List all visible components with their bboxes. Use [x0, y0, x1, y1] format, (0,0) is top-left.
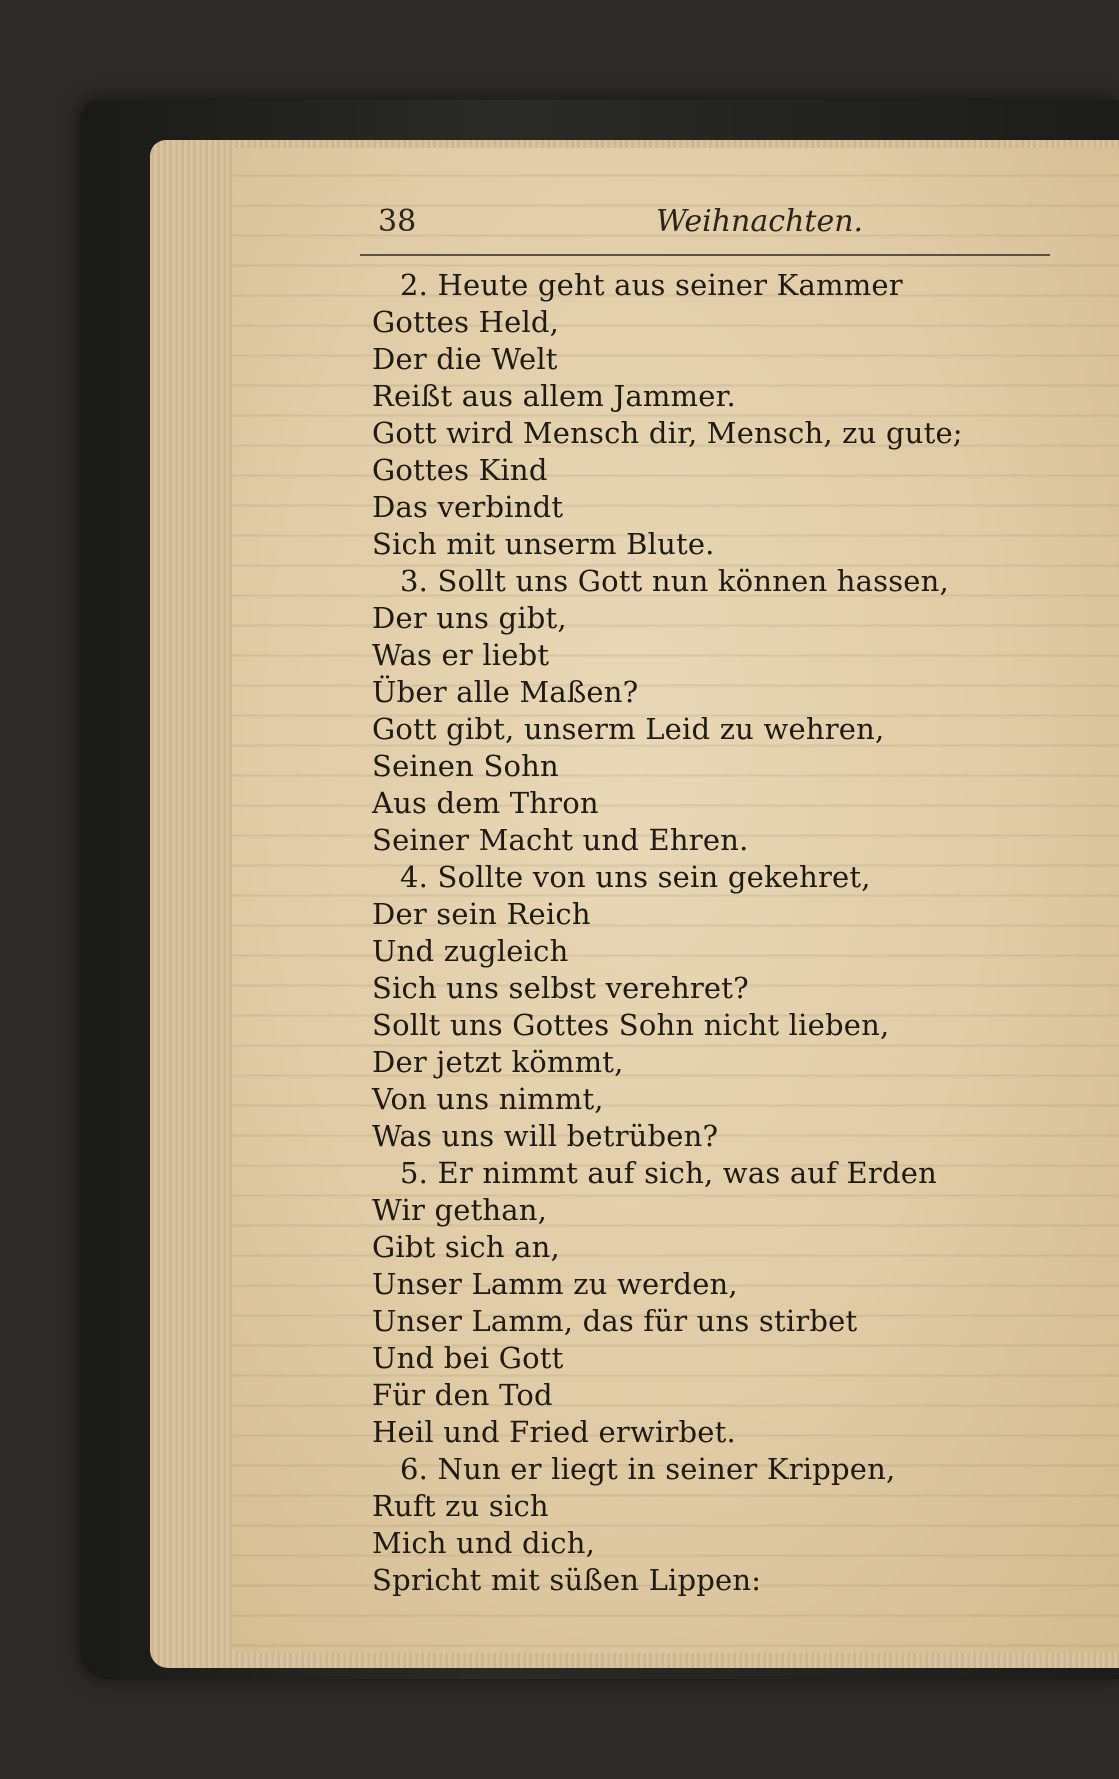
verse-line: Sich uns selbst verehret? [372, 971, 749, 1005]
verse-line: Der sein Reich [372, 897, 591, 931]
book-page [232, 148, 1119, 1653]
verse-line: Was er liebt [372, 638, 550, 672]
verse-line: Der die Welt [372, 342, 558, 376]
verse-line: Gottes Kind [372, 453, 548, 487]
verse-line: Wir gethan, [372, 1193, 548, 1227]
verse-line: Spricht mit süßen Lippen: [372, 1563, 762, 1597]
verse-2-line-1: 2. Heute geht aus seiner Kammer [400, 268, 903, 302]
verse-line: Das verbindt [372, 490, 564, 524]
verse-line: Von uns nimmt, [372, 1082, 604, 1116]
verse-line: Ruft zu sich [372, 1489, 549, 1523]
verse-line: Über alle Maßen? [372, 675, 639, 709]
verse-number: 4. [400, 860, 429, 894]
verse-line: Für den Tod [372, 1378, 553, 1412]
verse-line: Reißt aus allem Jammer. [372, 379, 736, 413]
verse-number: 5. [400, 1156, 429, 1190]
verse-line: Heil und Fried erwirbet. [372, 1415, 736, 1449]
verse-line: Und bei Gott [372, 1341, 564, 1375]
header-rule [360, 254, 1050, 256]
page-number: 38 [378, 204, 417, 239]
verse-line: Was uns will betrüben? [372, 1119, 719, 1153]
verse-3-line-1: 3. Sollt uns Gott nun können hassen, [400, 564, 949, 598]
verse-line: Gottes Held, [372, 305, 560, 339]
verse-4-line-1: 4. Sollte von uns sein gekehret, [400, 860, 871, 894]
verse-line: Seinen Sohn [372, 749, 559, 783]
verse-line: Unser Lamm, das für uns stirbet [372, 1304, 858, 1338]
verse-line: Der uns gibt, [372, 601, 567, 635]
verse-line: Seiner Macht und Ehren. [372, 823, 749, 857]
verse-6-line-1: 6. Nun er liegt in seiner Krippen, [400, 1452, 896, 1486]
verse-line: Mich und dich, [372, 1526, 596, 1560]
verse-line: Sich mit unserm Blute. [372, 527, 715, 561]
running-title: Weihnachten. [656, 204, 864, 239]
verse-number: 2. [400, 268, 429, 302]
verse-line: Und zugleich [372, 934, 569, 968]
hymn-text [372, 268, 1092, 1628]
verse-line: Gibt sich an, [372, 1230, 560, 1264]
verse-line: Unser Lamm zu werden, [372, 1267, 738, 1301]
verse-number: 6. [400, 1452, 429, 1486]
verse-line: Gott gibt, unserm Leid zu wehren, [372, 712, 885, 746]
verse-line: Der jetzt kömmt, [372, 1045, 624, 1079]
verse-line: Gott wird Mensch dir, Mensch, zu gute; [372, 416, 963, 450]
verse-line: Aus dem Thron [372, 786, 599, 820]
verse-5-line-1: 5. Er nimmt auf sich, was auf Erden [400, 1156, 937, 1190]
verse-line: Sollt uns Gottes Sohn nicht lieben, [372, 1008, 890, 1042]
verse-number: 3. [400, 564, 429, 598]
